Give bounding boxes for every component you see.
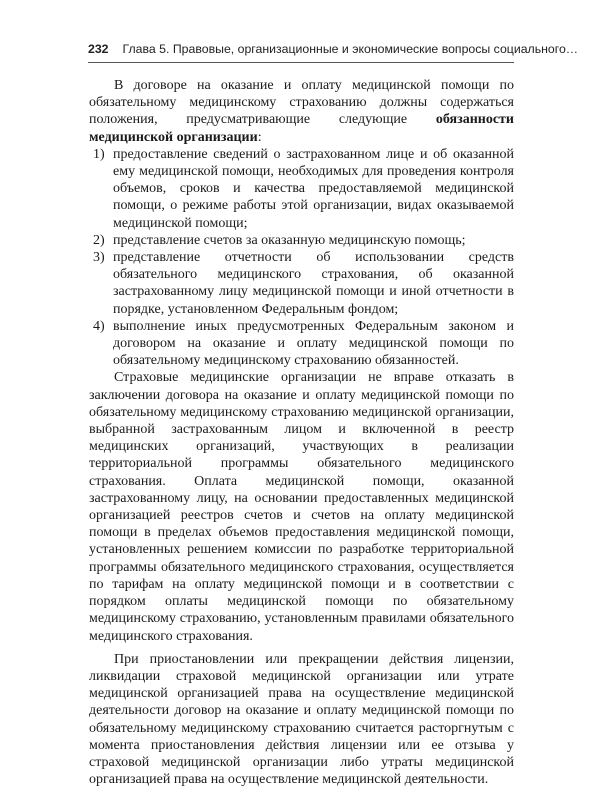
- body-paragraph: Страховые медицинские организации не вправе отказать в заключении договора на оказание и оплату медицинской помощи по обязательному медицинскому страхованию медицинской организации, выбранной застрахованным лицом и включенной в реестр медицинских организаций, участвующих в реализации территориальной программы обязательного медицинского страхования. Оплата медицинской помощи, оказанной застрахованному лицу, на основании предоставленных медицинской организацией реестров счетов и счетов на оплату медицинской помощи в пределах объемов предоставления медицинской помощи, установленных решением комиссии по разработке территориальной программы обязательного медицинского страхования, осуществляется по тарифам на оплату медицинской помощи и в соответствии с порядком оплаты медицинской помощи по обязательному медицинскому страхованию, установленным правилами обязательного медицинского страхования.: [89, 370, 514, 644]
- list-item-number: 2): [93, 232, 105, 248]
- page-body: [89, 77, 514, 788]
- list-item: [89, 232, 514, 249]
- list-item: [89, 249, 514, 318]
- list-item-text: представление счетов за оказанную медицинскую помощь;: [113, 232, 466, 248]
- intro-text: В договоре на оказание и оплату медицинской помощи по обязательному медицинскому страхованию должны содержаться положения, предусматривающие следующие: [89, 78, 514, 128]
- list-item: [89, 318, 514, 370]
- page-number: 232: [88, 42, 109, 56]
- list-item-text: предоставление сведений о застрахованном лице и об оказанной ему медицинской помощи, необходимых для проведения контроля объемов, сроков и качества предоставляемой медицинской помощи, о режиме работы этой организации, видах оказываемой медицинской помощи;: [113, 146, 514, 231]
- intro-colon: :: [257, 129, 262, 145]
- list-item-number: 3): [93, 250, 105, 266]
- list-item-number: 1): [93, 146, 105, 162]
- intro-bold-term: обязанности медицинской организации: [89, 112, 514, 145]
- list-item-text: представление отчетности об использовании средств обязательного медицинского страхования, об оказанной застрахованному лицу медицинской помощи и иной отчетности в порядке, установленном Федеральным фондом;: [113, 250, 514, 317]
- list-item: [89, 146, 514, 232]
- header-divider: [88, 62, 514, 63]
- list-item-number: 4): [93, 318, 105, 334]
- body-paragraph: При приостановлении или прекращении действия лицензии, ликвидации страховой медицинской организации или утрате медицинской организацией права на осуществление медицинской деятельности договор на оказание и оплату медицинской помощи по обязательному медицинскому страхованию считается расторгнутым с момента приостановления действия лицензии или ее отзыва у страховой медицинской организации либо утраты медицинской организацией права на осуществление медицинской деятельности.: [89, 651, 514, 788]
- intro-paragraph: [89, 77, 514, 146]
- chapter-title: Глава 5. Правовые, организационные и экономические вопросы социального…: [122, 42, 579, 56]
- running-header: [88, 42, 579, 56]
- obligations-list: [89, 146, 514, 370]
- list-item-text: выполнение иных предусмотренных Федеральным законом и договором на оказание и оплату медицинской помощи по обязательному медицинскому страхованию обязанностей.: [113, 318, 514, 369]
